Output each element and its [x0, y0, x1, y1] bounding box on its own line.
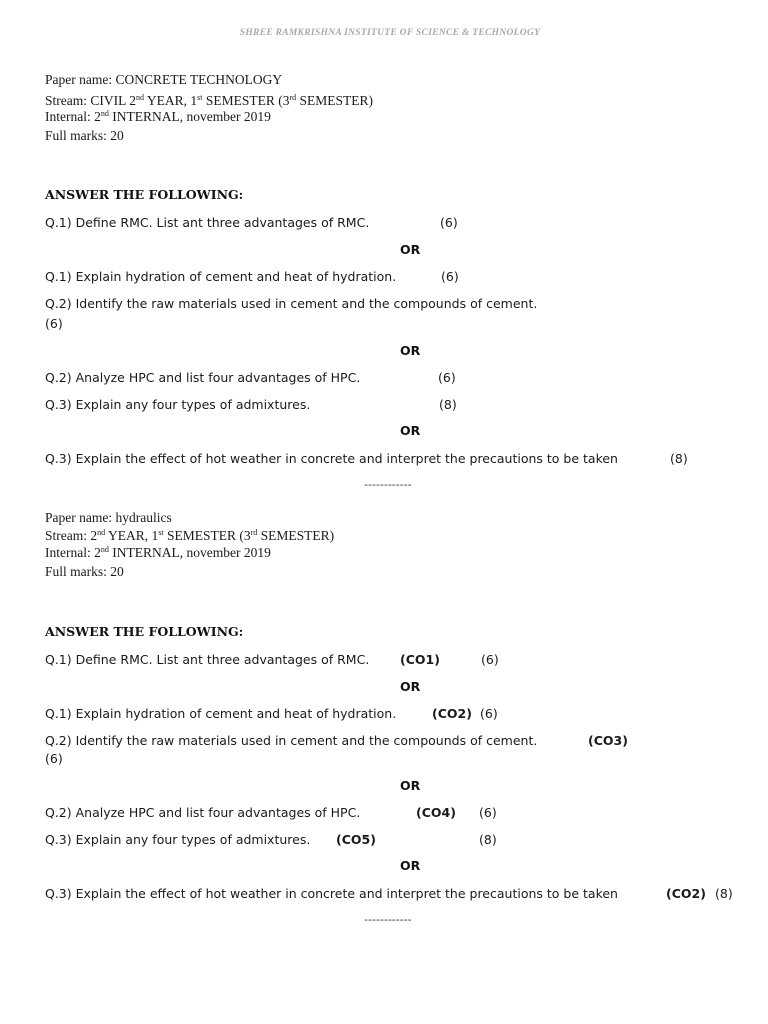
or-divider: OR — [400, 679, 421, 694]
ordinal-sup: nd — [100, 545, 109, 554]
question-text: Q.1) Explain hydration of cement and heat of hydration. — [45, 706, 397, 721]
stream-text: SEMESTER) — [257, 528, 335, 543]
stream-text: SEMESTER (3 — [163, 528, 251, 543]
question-marks: (8) — [715, 886, 733, 901]
section-separator: ------------ — [364, 478, 412, 491]
question-marks: (6) — [480, 706, 498, 721]
course-outcome-tag: (CO3) — [588, 733, 628, 748]
full-marks: Full marks: 20 — [45, 564, 124, 579]
course-outcome-tag: (CO1) — [400, 652, 440, 667]
ordinal-sup: rd — [289, 93, 297, 102]
question-text: Q.3) Explain any four types of admixtures. — [45, 397, 311, 412]
internal-text: INTERNAL, november 2019 — [108, 109, 271, 124]
ordinal-sup: st — [197, 93, 203, 102]
ordinal-sup: nd — [135, 93, 144, 102]
stream-text: Stream: 2 — [45, 528, 98, 543]
or-divider: OR — [400, 778, 421, 793]
question-marks: (6) — [481, 652, 499, 667]
stream-line — [45, 528, 334, 544]
question-marks: (6) — [45, 751, 63, 766]
stream-text: YEAR, 1 — [105, 528, 159, 543]
or-divider: OR — [400, 858, 421, 873]
stream-text: SEMESTER (3 — [202, 93, 290, 108]
or-divider: OR — [400, 423, 421, 438]
question-text: Q.2) Identify the raw materials used in cement and the compounds of cement. — [45, 296, 538, 311]
question-marks: (6) — [441, 269, 459, 284]
or-divider: OR — [400, 242, 421, 257]
paper-name: Paper name: CONCRETE TECHNOLOGY — [45, 72, 283, 87]
institute-header: SHREE RAMKRISHNA INSTITUTE OF SCIENCE & TECHNOLOGY — [239, 28, 541, 38]
question-marks: (8) — [479, 832, 497, 847]
internal-text: Internal: 2 — [45, 109, 101, 124]
section-heading: ANSWER THE FOLLOWING: — [45, 624, 244, 639]
question-marks: (6) — [438, 370, 456, 385]
course-outcome-tag: (CO2) — [666, 886, 706, 901]
question-text: Q.3) Explain any four types of admixtures. — [45, 832, 311, 847]
course-outcome-tag: (CO5) — [336, 832, 376, 847]
question-marks: (6) — [440, 215, 458, 230]
question-text: Q.1) Define RMC. List ant three advantages of RMC. — [45, 215, 370, 230]
question-text: Q.1) Define RMC. List ant three advantages of RMC. — [45, 652, 370, 667]
internal-line — [45, 545, 271, 561]
paper-name: Paper name: hydraulics — [45, 510, 172, 525]
question-marks: (6) — [479, 805, 497, 820]
question-text: Q.2) Identify the raw materials used in cement and the compounds of cement. — [45, 733, 538, 748]
question-text: Q.3) Explain the effect of hot weather in concrete and interpret the precautions to be taken — [45, 451, 618, 466]
course-outcome-tag: (CO2) — [432, 706, 472, 721]
internal-line — [45, 109, 271, 125]
internal-text: INTERNAL, november 2019 — [108, 545, 271, 560]
question-text: Q.2) Analyze HPC and list four advantages of HPC. — [45, 805, 361, 820]
internal-text: Internal: 2 — [45, 545, 101, 560]
stream-line — [45, 93, 373, 109]
question-text: Q.3) Explain the effect of hot weather in concrete and interpret the precautions to be taken — [45, 886, 618, 901]
full-marks: Full marks: 20 — [45, 128, 124, 143]
stream-text: Stream: CIVIL 2 — [45, 93, 136, 108]
section-separator: ------------ — [364, 913, 412, 926]
ordinal-sup: nd — [100, 109, 109, 118]
section-heading: ANSWER THE FOLLOWING: — [45, 187, 244, 202]
question-marks: (6) — [45, 316, 63, 331]
question-text: Q.2) Analyze HPC and list four advantages of HPC. — [45, 370, 361, 385]
question-marks: (8) — [670, 451, 688, 466]
course-outcome-tag: (CO4) — [416, 805, 456, 820]
ordinal-sup: st — [158, 528, 164, 537]
ordinal-sup: nd — [97, 528, 106, 537]
ordinal-sup: rd — [250, 528, 258, 537]
stream-text: SEMESTER) — [296, 93, 374, 108]
question-marks: (8) — [439, 397, 457, 412]
stream-text: YEAR, 1 — [143, 93, 198, 108]
question-text: Q.1) Explain hydration of cement and heat of hydration. — [45, 269, 397, 284]
or-divider: OR — [400, 343, 421, 358]
